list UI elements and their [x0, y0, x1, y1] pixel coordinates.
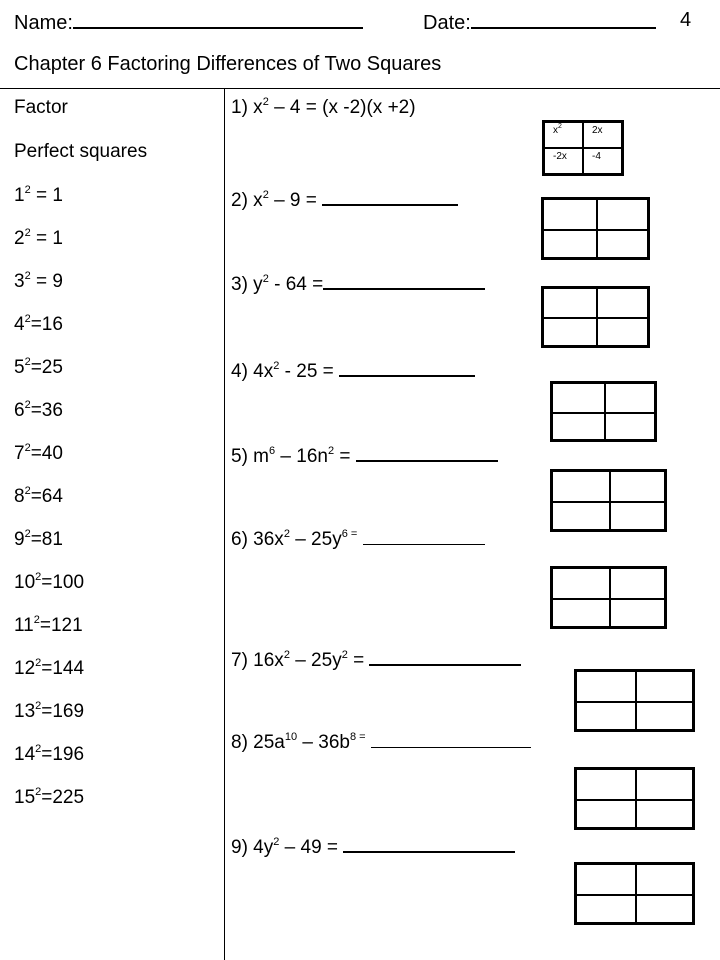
square-item: $3^2 = 9$: [14, 270, 63, 292]
factor-box-4[interactable]: [550, 381, 657, 442]
square-item: $15^2=225$: [14, 786, 85, 808]
answer-blank-6[interactable]: [363, 543, 485, 545]
square-item: $6^2=36$: [14, 399, 63, 421]
problem-6: 6) $36x^2 - 25y^{6 =}$: [231, 529, 485, 551]
square-item: $9^2=81$: [14, 528, 63, 550]
square-item: $1^2 = 1$: [14, 184, 63, 206]
name-blank[interactable]: [73, 9, 363, 29]
factor-box-3[interactable]: [541, 286, 650, 348]
answer-blank-7[interactable]: [369, 646, 521, 666]
date-blank[interactable]: [471, 9, 656, 29]
square-item: $12^2=144$: [14, 657, 85, 679]
square-item: $4^2=16$: [14, 313, 63, 335]
example-cell-bl: -2x: [544, 148, 583, 174]
answer-blank-8[interactable]: [371, 746, 531, 748]
problem-7: 7) $16x^2 - 25y^2$ =: [231, 646, 521, 672]
problem-4: 4) $4x^2 - 25$ =: [231, 357, 475, 383]
square-item: $8^2=64$: [14, 485, 63, 507]
problem-5: 5) $m^6 - 16n^2$ =: [231, 442, 498, 468]
header-divider: [0, 88, 720, 89]
square-item: $2^2 = 1$: [14, 227, 63, 249]
example-cell-tl: $x^2$: [544, 122, 583, 148]
answer-blank-4[interactable]: [339, 357, 475, 377]
example-cell-br: -4: [583, 148, 622, 174]
square-item: $7^2=40$: [14, 442, 63, 464]
chapter-title: Chapter 6 Factoring Differences of Two Squares: [14, 53, 442, 75]
column-divider: [224, 88, 225, 960]
square-item: $10^2=100$: [14, 571, 85, 593]
name-field[interactable]: [14, 9, 363, 35]
square-item: $13^2=169$: [14, 700, 85, 722]
problem-2: 2) $x^2 - 9$ =: [231, 186, 458, 212]
factor-box-6[interactable]: [550, 566, 667, 629]
answer-blank-2[interactable]: [322, 186, 458, 206]
perfect-squares-heading: Perfect squares: [14, 141, 148, 162]
square-item: $11^2=121$: [14, 614, 83, 636]
answer-blank-5[interactable]: [356, 442, 498, 462]
answer-blank-3[interactable]: [323, 270, 485, 290]
problem-8: 8) $25a^{10} - 36b^{8 =}$: [231, 732, 531, 754]
name-label: Name:: [14, 12, 73, 34]
example-cell-tr: 2x: [583, 122, 622, 148]
factor-box-7[interactable]: [574, 669, 695, 732]
date-label: Date:: [423, 12, 471, 34]
factor-box-5[interactable]: [550, 469, 667, 532]
date-field[interactable]: [423, 9, 656, 35]
problem-3: 3) $y^2 - 64$ =: [231, 270, 485, 296]
square-item: $5^2=25$: [14, 356, 63, 378]
factor-box-8[interactable]: [574, 767, 695, 830]
page-number: 4: [680, 9, 692, 31]
factor-box-2[interactable]: [541, 197, 650, 260]
answer-blank-9[interactable]: [343, 833, 515, 853]
problem-1: 1) $x^2 - 4 = (x$ -2)(x +2): [231, 96, 416, 118]
factor-box-9[interactable]: [574, 862, 695, 925]
problem-9: 9) $4y^2 - 49$ =: [231, 833, 515, 859]
factor-heading: Factor: [14, 97, 68, 118]
example-factor-box: [542, 120, 624, 176]
square-item: $14^2=196$: [14, 743, 85, 765]
